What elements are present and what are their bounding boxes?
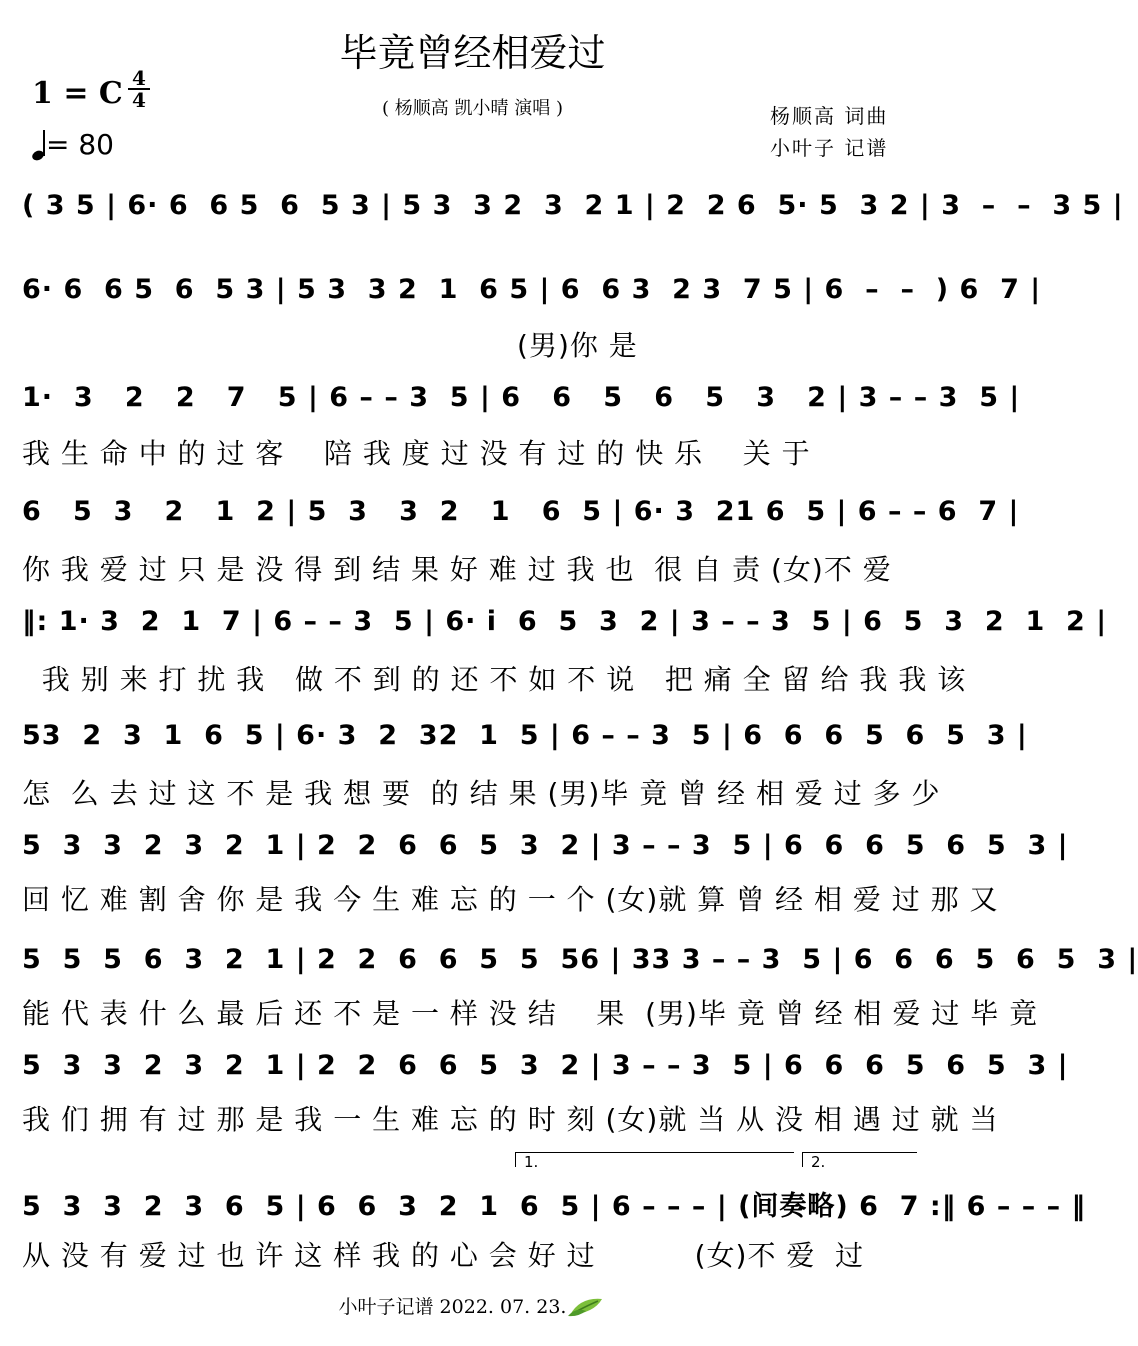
score-system-4 bbox=[22, 496, 1020, 586]
quarter-note-icon bbox=[32, 130, 46, 160]
lyric-line: 能 代 表 什 么 最 后 还 不 是 一 样 没 结 果 (男)毕 竟 曾 经 相 爱 过 毕 竟 bbox=[22, 997, 1039, 1030]
first-ending-label: 1. bbox=[524, 1153, 539, 1171]
score-system-2 bbox=[22, 274, 1042, 362]
first-ending-bracket bbox=[515, 1152, 794, 1171]
footer-text: 小叶子记谱 2022. 07. 23. bbox=[338, 1296, 567, 1318]
time-signature-bottom: 4 bbox=[132, 88, 146, 112]
lyric-line: 我 们 拥 有 过 那 是 我 一 生 难 忘 的 时 刻 (女)就 当 从 没 相 遇 过 就 当 bbox=[22, 1103, 999, 1136]
tempo-marking bbox=[32, 128, 114, 161]
score-system-8 bbox=[22, 944, 1138, 1030]
notation-line: 5 3 3 2 3 2 1 | 2 2 6 6 5 3 2 | 3 – – 3 5 | 6 6 6 5 6 5 3 | bbox=[22, 830, 1069, 861]
performers: ( 杨顺高 凯小晴 演唱 ) bbox=[382, 98, 563, 119]
key-signature: 1 = C bbox=[32, 76, 123, 111]
notation-line: ‖: 1· 3 2 1 7 | 6 – – 3 5 | 6· i 6 5 3 2 | 3 – – 3 5 | 6 5 3 2 1 2 | bbox=[22, 606, 1108, 637]
notation-line: 5 3 3 2 3 6 5 | 6 6 3 2 1 6 5 | 6 – – – | (间奏略) 6 7 :‖ 6 – – – ‖ bbox=[22, 1191, 1087, 1222]
lyric-line: 我 生 命 中 的 过 客 陪 我 度 过 没 有 过 的 快 乐 关 于 bbox=[22, 437, 811, 470]
credit-composer: 杨顺高 词曲 bbox=[770, 104, 889, 128]
lyric-line: (男)你 是 bbox=[22, 329, 638, 362]
notation-line: 5 5 5 6 3 2 1 | 2 2 6 6 5 5 56 | 33 3 – – 3 5 | 6 6 6 5 6 5 3 | bbox=[22, 944, 1138, 975]
song-title: 毕竟曾经相爱过 bbox=[339, 31, 606, 75]
lyric-line: 我 别 来 打 扰 我 做 不 到 的 还 不 如 不 说 把 痛 全 留 给 我 我 该 bbox=[22, 663, 967, 696]
leaf-icon bbox=[566, 1295, 606, 1317]
notation-line: 6 5 3 2 1 2 | 5 3 3 2 1 6 5 | 6· 3 21 6 5 | 6 – – 6 7 | bbox=[22, 496, 1020, 527]
second-ending-label: 2. bbox=[811, 1153, 826, 1171]
notation-line: 6· 6 6 5 6 5 3 | 5 3 3 2 1 6 5 | 6 6 3 2 3 7 5 | 6 – – ) 6 7 | bbox=[22, 274, 1042, 305]
second-ending-bracket bbox=[802, 1152, 917, 1171]
credit-transcriber: 小叶子 记谱 bbox=[770, 136, 889, 160]
notation-line: 53 2 3 1 6 5 | 6· 3 2 32 1 5 | 6 – – 3 5 | 6 6 6 5 6 5 3 | bbox=[22, 720, 1028, 751]
score-system-10 bbox=[22, 1184, 1087, 1272]
lyric-line: 你 我 爱 过 只 是 没 得 到 结 果 好 难 过 我 也 很 自 责 (女)不 爱 bbox=[22, 553, 892, 586]
score-system-9 bbox=[22, 1050, 1069, 1136]
time-signature-top: 4 bbox=[128, 68, 150, 90]
score-system-6 bbox=[22, 720, 1028, 810]
footer bbox=[0, 1292, 945, 1319]
score-system-1 bbox=[22, 190, 1124, 221]
tempo-value: = 80 bbox=[46, 128, 114, 161]
notation-line: ( 3 5 | 6· 6 6 5 6 5 3 | 5 3 3 2 3 2 1 | 2 2 6 5· 5 3 2 | 3 – – 3 5 | bbox=[22, 190, 1124, 221]
score-system-5 bbox=[22, 606, 1108, 696]
notation-line: 1· 3 2 2 7 5 | 6 – – 3 5 | 6 6 5 6 5 3 2 | 3 – – 3 5 | bbox=[22, 382, 1021, 413]
notation-line: 5 3 3 2 3 2 1 | 2 2 6 6 5 3 2 | 3 – – 3 5 | 6 6 6 5 6 5 3 | bbox=[22, 1050, 1069, 1081]
score-system-7 bbox=[22, 830, 1069, 916]
lyric-line: 从 没 有 爱 过 也 许 这 样 我 的 心 会 好 过 (女)不 爱 过 bbox=[22, 1239, 865, 1272]
lyric-line: 怎 么 去 过 这 不 是 我 想 要 的 结 果 (男)毕 竟 曾 经 相 爱 过 多 少 bbox=[22, 777, 941, 810]
score-system-3 bbox=[22, 382, 1021, 470]
lyric-line: 回 忆 难 割 舍 你 是 我 今 生 难 忘 的 一 个 (女)就 算 曾 经 相 爱 过 那 又 bbox=[22, 883, 999, 916]
